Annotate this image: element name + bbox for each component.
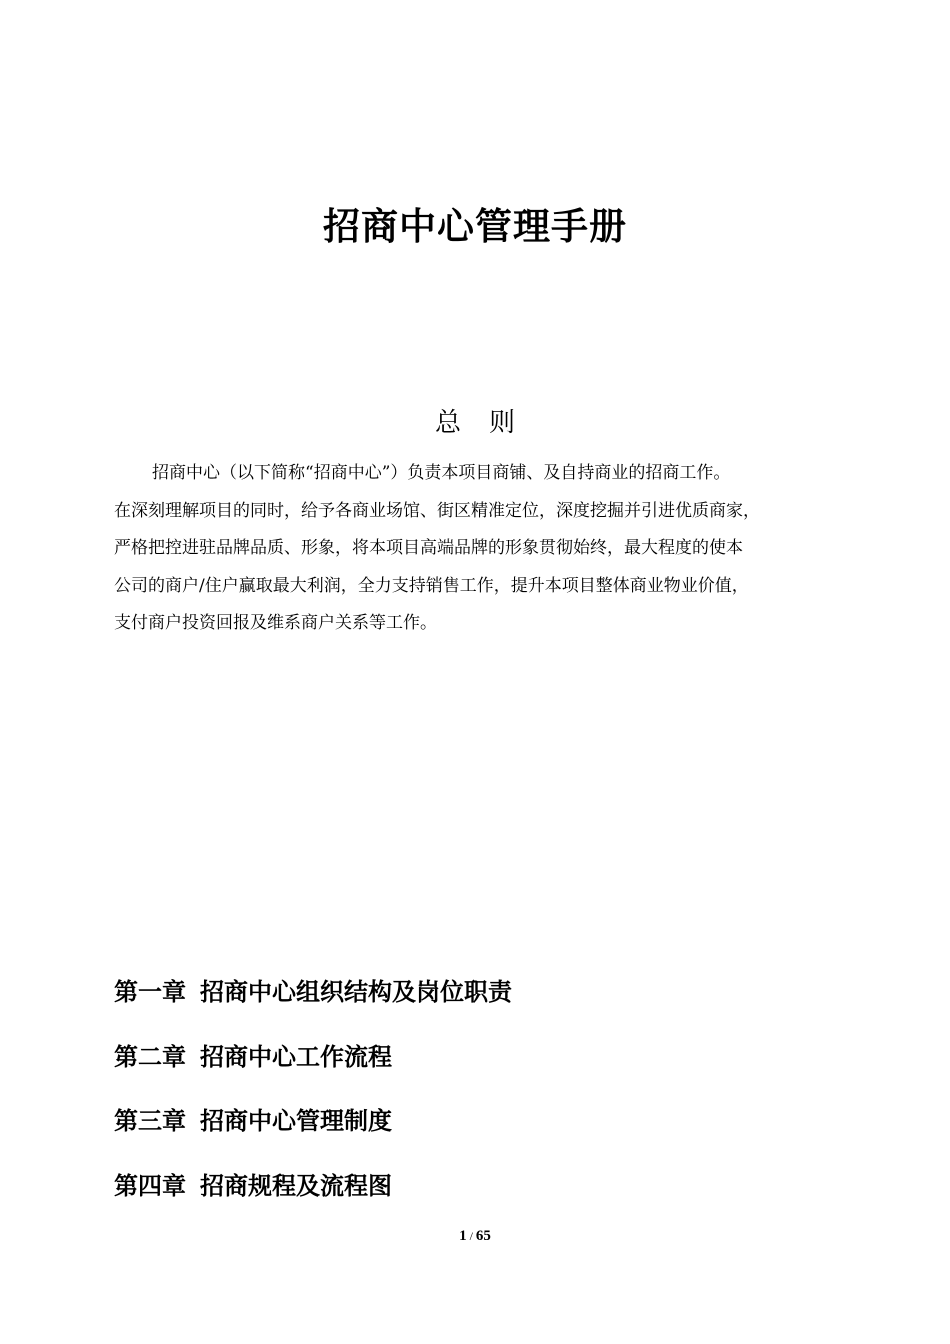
intro-line: 公司的商户/住户赢取最大利润，全力支持销售工作，提升本项目整体商业物业价值， [114, 575, 749, 596]
chapter-title: 招商中心工作流程 [200, 1042, 392, 1071]
section-heading: 总则 [434, 408, 543, 438]
intro-line: 支付商户投资回报及维系商户关系等工作。 [114, 613, 437, 633]
chapter-number: 第四章 [114, 1171, 186, 1200]
chapter-item-4 [114, 1164, 512, 1229]
chapter-number: 第三章 [114, 1107, 186, 1135]
current-page: 1 [459, 1228, 467, 1244]
intro-line: 在深刻理解项目的同时，给予各商业场馆、街区精准定位，深度挖掘并引进优质商家， [114, 500, 760, 521]
chapter-title: 招商中心组织结构及岗位职责 [200, 978, 512, 1006]
intro-line: 严格把控进驻品牌品质、形象，将本项目高端品牌的形象贯彻始终，最大程度的使本 [114, 538, 743, 558]
chapter-title: 招商规程及流程图 [200, 1171, 392, 1200]
intro-line: 招商中心（以下简称“招商中心”）负责本项目商铺、及自持商业的招商工作。 [152, 463, 731, 483]
chapter-item-2 [114, 1035, 512, 1100]
chapter-number: 第二章 [114, 1042, 186, 1071]
total-pages: 65 [475, 1228, 491, 1244]
page-separator: / [469, 1229, 473, 1243]
chapter-number: 第一章 [114, 978, 186, 1006]
chapter-list [114, 970, 512, 1228]
intro-paragraph [114, 455, 866, 643]
chapter-item-3 [114, 1099, 512, 1164]
chapter-item-1 [114, 970, 512, 1035]
document-title: 招商中心管理手册 [323, 205, 627, 248]
chapter-title: 招商中心管理制度 [200, 1107, 392, 1135]
page-number [0, 1228, 950, 1245]
